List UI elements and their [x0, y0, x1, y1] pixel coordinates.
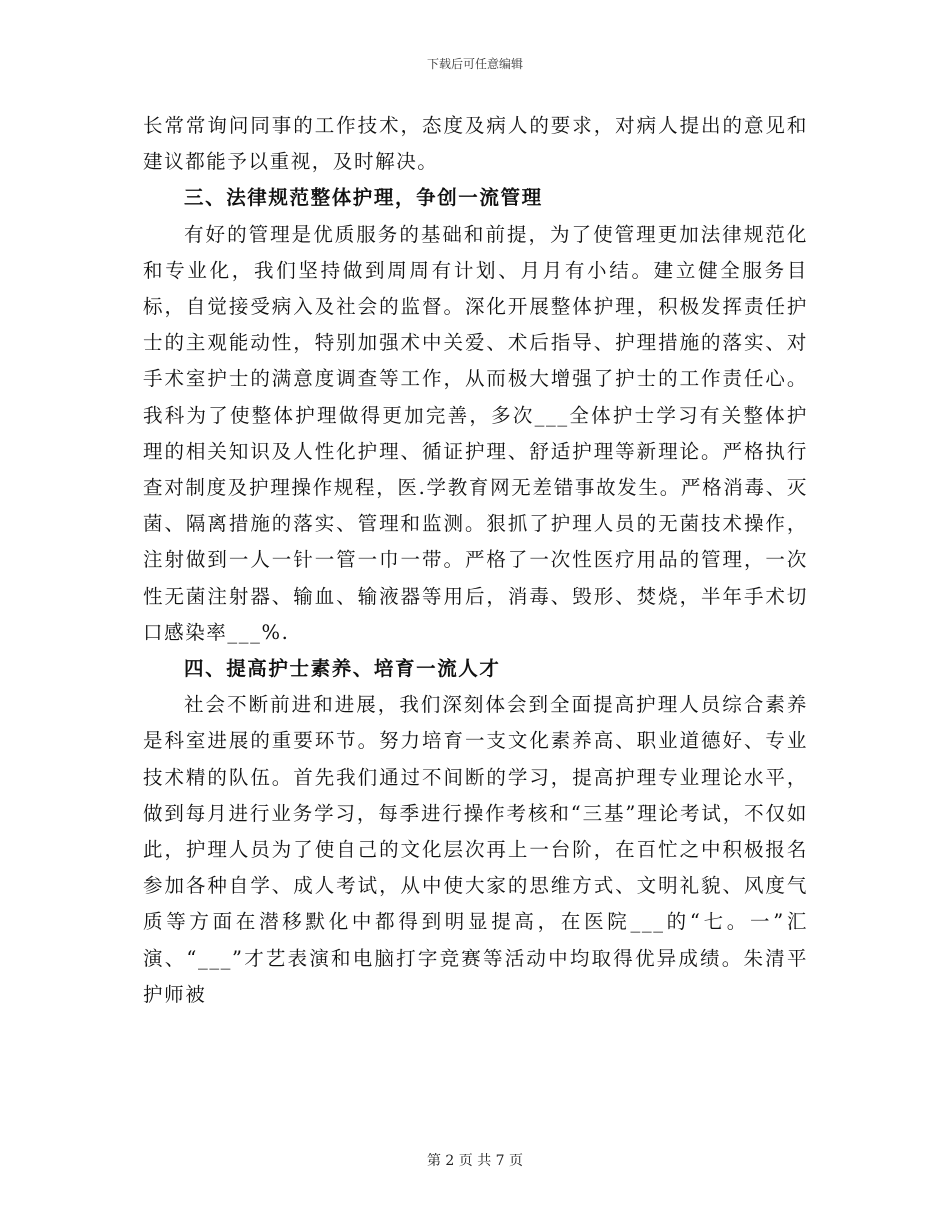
page-number: 第 2 页 共 7 页	[426, 1153, 524, 1169]
paragraph-continued: 长常常询问同事的工作技术，态度及病人的要求，对病人提出的意见和建议都能予以重视，及时解决。	[143, 114, 808, 174]
header-note: 下载后可任意编辑	[426, 57, 523, 71]
section-heading-3: 三、法律规范整体护理，争创一流管理	[184, 186, 543, 210]
section-heading-4: 四、提高护士素养、培育一流人才	[184, 657, 501, 681]
paragraph-management: 有好的管理是优质服务的基础和前提，为了使管理更加法律规范化和专业化，我们坚持做到周周有计划、月月有小结。建立健全服务目标，自觉接受病入及社会的监督。深化开展整体护理，积极发挥责任护士的主观能动性，特别加强术中关爱、术后指导、护理措施的落实、对手术室护士的满意度调查等工作，从而极大增强了护士的工作责任心。我科为了使整体护理做得更加完善，多次___全体护士学习有关整体护理的相关知识及人性化护理、循证护理、舒适护理等新理论。严格执行查对制度及护理操作规程，医.学教育网无差错事故发生。严格消毒、灭菌、隔离措施的落实、管理和监测。狠抓了护理人员的无菌技术操作，注射做到一人一针一管一巾一带。严格了一次性医疗用品的管理，一次性无菌注射器、输血、输液器等用后，消毒、毁形、焚烧，半年手术切口感染率___%.	[143, 222, 808, 644]
paragraph-training: 社会不断前进和进展，我们深刻体会到全面提高护理人员综合素养是科室进展的重要环节。努力培育一支文化素养高、职业道德好、专业技术精的队伍。首先我们通过不间断的学习，提高护理专业理论水平，做到每月进行业务学习，每季进行操作考核和“三基”理论考试，不仅如此，护理人员为了使自己的文化层次再上一台阶，在百忙之中积极报名参加各种自学、成人考试，从中使大家的思维方式、文明礼貌、风度气质等方面在潜移默化中都得到明显提高，在医院___的“七。一”汇演、“___”才艺表演和电脑打字竞赛等活动中均取得优异成绩。朱清平护师被	[143, 693, 808, 1006]
document-body	[143, 108, 808, 1013]
